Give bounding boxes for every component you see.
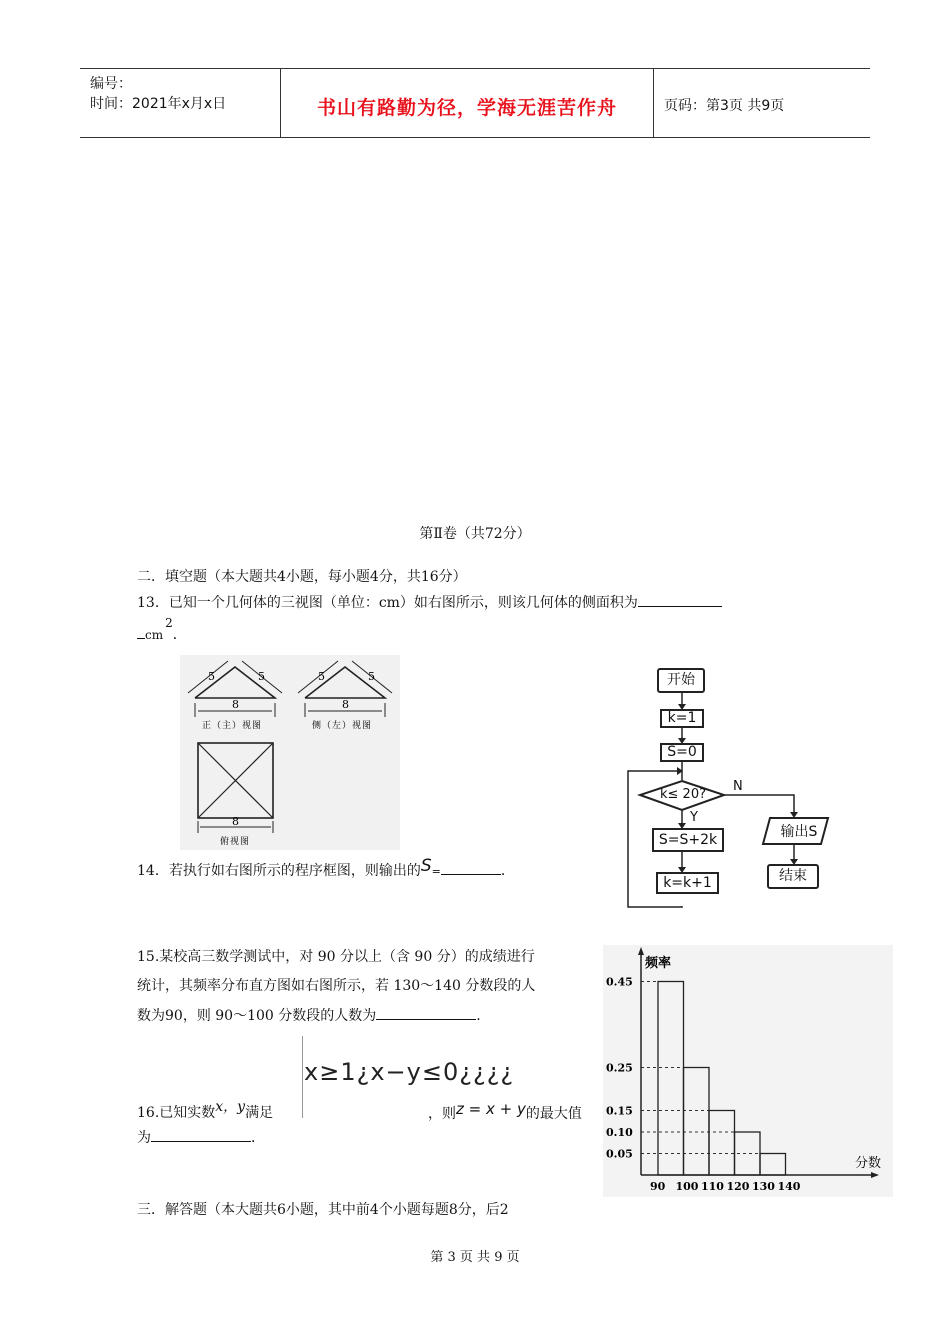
q16-answer-blank xyxy=(151,1127,251,1142)
q15-end: . xyxy=(476,1008,481,1024)
q15-answer-blank xyxy=(376,1005,476,1020)
x-tick-label: 90 xyxy=(650,1180,666,1193)
y-tick-label: 0.45 xyxy=(606,975,633,989)
top-base: 8 xyxy=(232,815,239,828)
q13-answer-blank xyxy=(638,592,722,607)
q16-vars: x，y xyxy=(215,1099,246,1115)
q16-then: ，则 xyxy=(428,1106,456,1122)
q16-expr: z = x + y xyxy=(456,1100,526,1118)
question-14 xyxy=(137,856,515,882)
front-slant-right: 5 xyxy=(258,670,265,683)
header-info-cell xyxy=(80,69,281,137)
q14-end: ． xyxy=(500,863,515,879)
q16-line2 xyxy=(137,1127,265,1148)
q13-unit-line xyxy=(137,616,187,645)
q14-eq: = xyxy=(431,865,441,878)
chart-bg xyxy=(603,945,893,1197)
header-page-cell xyxy=(654,69,870,137)
question-13 xyxy=(137,592,722,613)
side-view-label: 侧（左）视图 xyxy=(312,721,373,731)
flow-start: 开始 xyxy=(657,668,705,693)
three-views-figure xyxy=(180,655,400,850)
q13-exponent: 2 xyxy=(165,616,173,630)
flow-no-label: N xyxy=(733,779,743,794)
q14-answer-blank xyxy=(441,860,501,875)
y-tick-label: 0.10 xyxy=(606,1126,633,1139)
q14-text: 14．若执行如右图所示的程序框图，则输出的 xyxy=(137,863,421,879)
q16-end: ． xyxy=(251,1130,265,1146)
page-header xyxy=(80,68,870,138)
q16-satisfy: 满足 xyxy=(245,1105,274,1121)
y-axis-label: 频率 xyxy=(645,956,672,971)
q13-answer-blank-cont xyxy=(137,624,145,639)
flow-s-init: S=0 xyxy=(660,743,704,762)
flow-update-s: S=S+2k xyxy=(652,828,724,852)
front-base: 8 xyxy=(232,698,239,711)
q13-end: ． xyxy=(172,627,187,643)
q15-line2: 统计，其频率分布直方图如右图所示，若 130～140 分数段的人 xyxy=(137,978,536,994)
page-footer: 第 3 页 共 9 页 xyxy=(430,1250,520,1265)
x-tick-label: 100 xyxy=(675,1180,699,1193)
q14-var: S xyxy=(420,856,432,876)
side-slant-left: 5 xyxy=(318,670,325,683)
flow-end: 结束 xyxy=(767,864,819,889)
section-title: 第Ⅱ卷（共72分） xyxy=(419,526,531,542)
frequency-histogram xyxy=(603,945,893,1197)
top-view-label: 俯视图 xyxy=(220,837,251,847)
part3-heading: 三．解答题（本大题共6小题，其中前4个小题每题8分，后2 xyxy=(137,1202,509,1218)
x-tick-label: 140 xyxy=(777,1180,801,1193)
x-axis-label: 分数 xyxy=(855,1156,882,1171)
q15-text: 数为90，则 90～100 分数段的人数为 xyxy=(137,1008,377,1024)
y-tick-label: 0.25 xyxy=(606,1061,633,1075)
x-tick-label: 120 xyxy=(726,1180,750,1193)
header-motto-cell xyxy=(281,69,654,137)
motto: 书山有路勤为径，学海无涯苦作舟 xyxy=(316,97,617,119)
front-view-label: 正（主）视图 xyxy=(202,721,263,731)
x-tick-label: 130 xyxy=(752,1180,775,1193)
y-tick-label: 0.05 xyxy=(606,1147,633,1161)
q16-suffix: 的最大值 xyxy=(525,1106,582,1122)
y-tick-label: 0.15 xyxy=(606,1104,633,1118)
x-tick-label: 110 xyxy=(701,1180,724,1193)
side-slant-right: 5 xyxy=(368,670,375,683)
side-base: 8 xyxy=(342,698,349,711)
number-label: 编号： xyxy=(90,76,132,92)
flow-output: 输出S xyxy=(780,824,818,840)
flowchart xyxy=(625,660,835,912)
q15-line1: 15.某校高三数学测试中，对 90 分以上（含 90 分）的成绩进行 xyxy=(137,949,535,965)
flow-k-init: k=1 xyxy=(660,709,704,728)
q13-unit: cm xyxy=(145,628,164,642)
question-16 xyxy=(137,1099,274,1123)
front-slant-left: 5 xyxy=(208,670,215,683)
q16-line2-text: 为 xyxy=(137,1130,151,1146)
date-label: 时间：2021年x月x日 xyxy=(90,96,227,112)
q16-tail xyxy=(428,1100,582,1124)
page-info: 页码：第3页 共9页 xyxy=(664,98,785,114)
q16-system-brace xyxy=(302,1036,303,1118)
flow-condition: k≤ 20? xyxy=(660,787,706,802)
q15-line3 xyxy=(137,1005,481,1026)
q13-text: 13．已知一个几何体的三视图（单位：cm）如右图所示，则该几何体的侧面积为 xyxy=(137,595,638,611)
q16-prefix: 16.已知实数 xyxy=(137,1105,216,1121)
flow-yes-label: Y xyxy=(690,810,698,825)
q16-system: x≥1¿x−y≤0¿¿¿¿ xyxy=(304,1058,515,1086)
flow-update-k: k=k+1 xyxy=(656,872,719,894)
part2-heading: 二．填空题（本大题共4小题，每小题4分，共16分） xyxy=(137,569,467,585)
